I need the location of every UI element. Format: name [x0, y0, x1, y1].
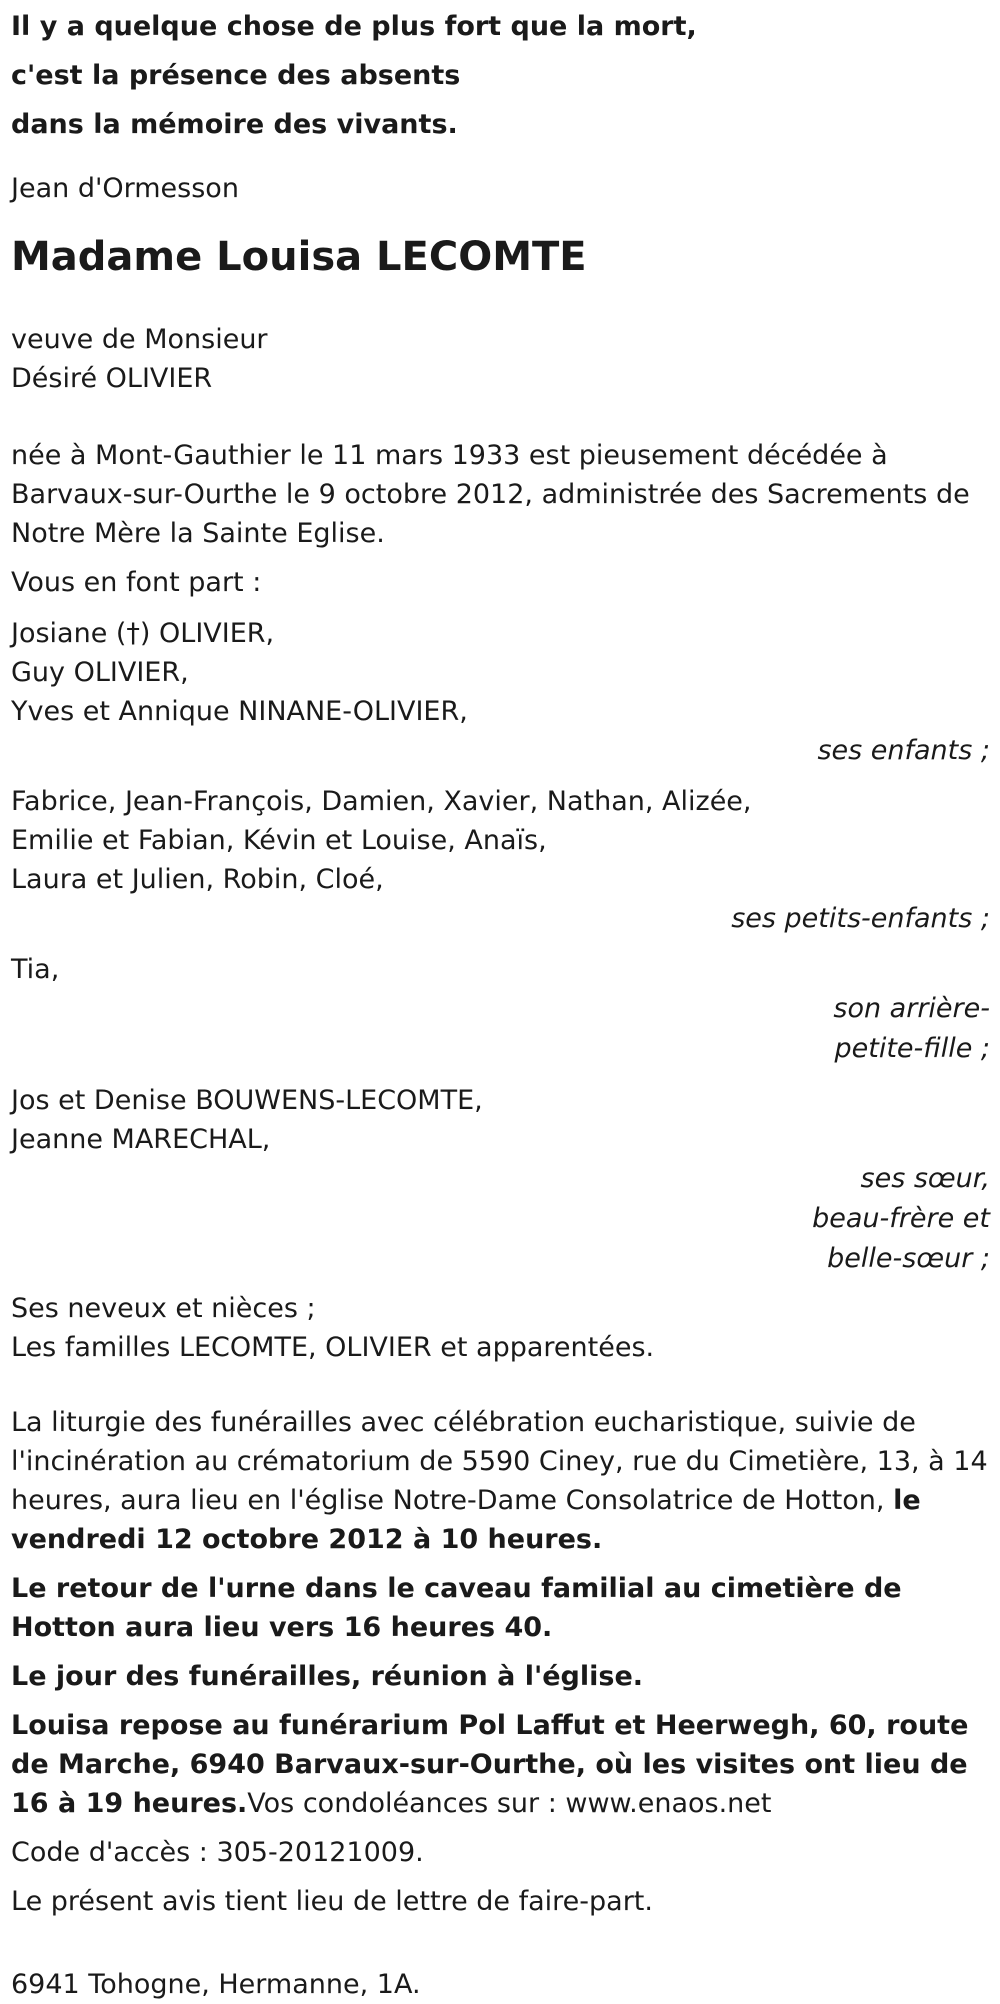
grandchild-names: Emilie et Fabian, Kévin et Louise, Anaïs,	[11, 825, 547, 856]
sibling-name: Jos et Denise BOUWENS-LECOMTE,	[11, 1085, 483, 1116]
obituary-document	[0, 2, 1000, 2004]
notice-line: Le présent avis tient lieu de lettre de faire-part.	[11, 1886, 653, 1917]
widow-line: veuve de Monsieur	[11, 324, 268, 355]
child-name: Guy OLIVIER,	[11, 657, 189, 688]
relation-label: ses enfants ;	[817, 735, 990, 766]
rest-bold: Louisa repose au funérarium Pol Laffut et Heerwegh, 60, route de Marche, 6940 Barvaux-sur-Ourthe, où les visites ont lieu de 16 à 19 heures.	[11, 1710, 969, 1819]
sibling-name: Jeanne MARECHAL,	[11, 1124, 271, 1155]
greatgrandchild-name: Tia,	[11, 954, 60, 985]
grandchild-names: Laura et Julien, Robin, Cloé,	[11, 864, 384, 895]
rest-info	[11, 1706, 990, 1823]
relation-line: petite-fille ;	[834, 1033, 990, 1064]
greatgrandchild-group	[11, 950, 990, 1069]
funeral-details	[11, 1403, 990, 1559]
urn-return: Le retour de l'urne dans le caveau familial au cimetière de Hotton aura lieu vers 16 heures 40.	[11, 1573, 902, 1643]
child-name: Josiane (†) OLIVIER,	[11, 618, 275, 649]
address-line: 6941 Tohogne, Hermanne, 1A.	[11, 1969, 421, 2000]
siblings-group	[11, 1081, 990, 1279]
epigraph-quote	[11, 2, 990, 149]
quote-line: dans la mémoire des vivants.	[11, 109, 458, 140]
widow-of	[11, 320, 990, 398]
child-name: Yves et Annique NINANE-OLIVIER,	[11, 696, 468, 727]
quote-line: c'est la présence des absents	[11, 60, 461, 91]
quote-author: Jean d'Ormesson	[11, 173, 239, 204]
relation-label	[11, 989, 990, 1069]
access-code: Code d'accès : 305-20121009.	[11, 1837, 424, 1868]
relation-label: ses petits-enfants ;	[731, 903, 990, 934]
grandchildren-group	[11, 782, 990, 938]
funeral-date: le vendredi 12 octobre 2012 à 10 heures.	[11, 1485, 921, 1555]
biography: née à Mont-Gauthier le 11 mars 1933 est pieusement décédée à Barvaux-sur-Ourthe le 9 octobre 2012, administrée des Sacrements de Notre Mère la Sainte Eglise.	[11, 440, 970, 549]
grandchild-names: Fabrice, Jean-François, Damien, Xavier, Nathan, Alizée,	[11, 786, 752, 817]
relation-line: beau-frère et	[812, 1203, 990, 1234]
funeral-text: La liturgie des funérailles avec célébration eucharistique, suivie de l'incinération au crématorium de 5590 Ciney, rue du Cimetière, 13, à 14 heures, aura lieu en l'église Notre-Dame Consolatrice de Hotton,	[11, 1407, 988, 1516]
relation-line: ses sœur,	[860, 1163, 990, 1194]
relation-label	[11, 1159, 990, 1279]
children-group	[11, 614, 990, 770]
relation-line: belle-sœur ;	[827, 1243, 990, 1274]
announce-line: Vous en font part :	[11, 567, 262, 598]
meeting-info: Le jour des funérailles, réunion à l'église.	[11, 1661, 644, 1692]
other-relatives	[11, 1289, 990, 1367]
other-line: Les familles LECOMTE, OLIVIER et apparentées.	[11, 1332, 655, 1363]
condolences: Vos condoléances sur : www.enaos.net	[247, 1788, 772, 1819]
widow-line: Désiré OLIVIER	[11, 363, 213, 394]
deceased-name: Madame Louisa LECOMTE	[11, 234, 587, 280]
other-line: Ses neveux et nièces ;	[11, 1293, 316, 1324]
quote-line: Il y a quelque chose de plus fort que la mort,	[11, 11, 697, 42]
relation-line: son arrière-	[833, 993, 990, 1024]
